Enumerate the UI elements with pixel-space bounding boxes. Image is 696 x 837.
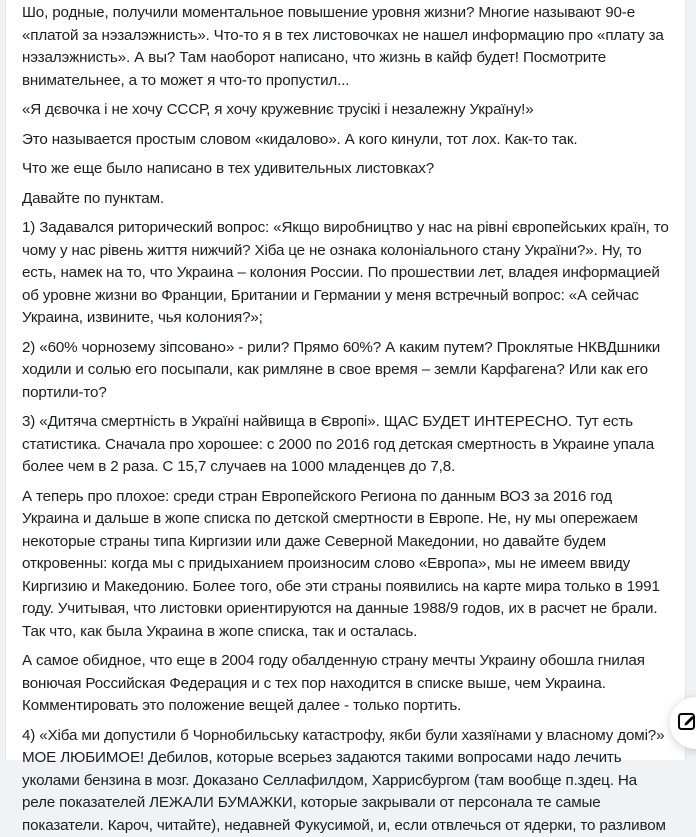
post-paragraph-6: 2) «60% чорнозему зіпсовано» - рили? Прямо 60%? А каким путем? Проклятые НКВДшники ходили и солью его посыпали, как римляне в свое время – земли Карфагена? Или как его портили-то?	[22, 337, 669, 405]
post-paragraph-0: Шо, родные, получили моментальное повышение уровня жизни? Многие называют 90-е «платой за нэзалэжнисть». Что-то я в тех листовочках не нашел информацию про «плату за нэзалэжнисть». А вы? Там наоборот написано, что жизнь в кайф будет! Посмотрите внимательнее, а то может я что-то пропустил...	[22, 2, 669, 92]
post-paragraph-5: 1) Задавался риторический вопрос: «Якщо виробництво у нас на рівні європейських країн, то чому у нас рівень життя нижчий? Хіба це не ознака колоніального стану України?». Ну, то есть, намек на то, что Украина – колония России. По прошествии лет, владея информацией об уровне жизни во Франции, Британии и Германии у меня встречный вопрос: «А сейчас Украина, извините, чья колония?»;	[22, 217, 669, 330]
post-paragraph-1: «Я дєвочка і не хочу СССР, я хочу кружевниє трусікі і незалежну Україну!»	[22, 99, 669, 122]
post-text	[6, 2, 685, 837]
post-paragraph-9: А самое обидное, что еще в 2004 году обалденную страну мечты Украину обошла гнилая вонючая Российская Федерация и с тех пор находится в списке выше, чем Украина. Комментировать это положение вещей далее - только портить.	[22, 650, 669, 718]
post-paragraph-10: 4) «Хіба ми допустили б Чорнобильську катастрофу, якби були хазяїнами у власному домі?» МОЕ ЛЮБИМОЕ! Дебилов, которые всерьез задаются такими вопросами надо лечить уколами бензина в мозг. Доказано Селлафилдом, Харрисбургом (там вообще п.здец. На реле показателей ЛЕЖАЛИ БУМАЖКИ, которые закрывали от персонала те самые показатели. Кароч, читайте), недавней Фукусимой, и, если отвлечься от ядерки, то разливом	[22, 725, 669, 837]
post-paragraph-4: Давайте по пунктам.	[22, 188, 669, 211]
post-paragraph-8: А теперь про плохое: среди стран Европейского Региона по данным ВОЗ за 2016 год Украина и дальше в жопе списка по детской смертности в Европе. Не, ну мы опережаем некоторые страны типа Киргизии или даже Северной Македонии, но давайте будем откровенны: когда мы с придыханием произносим слово «Европа», мы не имеем ввиду Киргизию и Македонию. Более того, обе эти страны появились на карте мира только в 1991 году. Учитывая, что листовки ориентируются на данные 1988/9 годов, их в расчет не брали. Так что, как была Украина в жопе списка, так и осталась.	[22, 486, 669, 644]
post-paragraph-2: Это называется простым словом «кидалово». А кого кинули, тот лох. Как-то так.	[22, 129, 669, 152]
post-card	[5, 0, 686, 760]
post-paragraph-7: 3) «Дитяча смертність в Україні найвища в Європі». ЩАС БУДЕТ ИНТЕРЕСНО. Тут есть статистика. Сначала про хорошее: с 2000 по 2016 год детская смертность в Украине упала более чем в 2 раза. С 15,7 случаев на 1000 младенцев до 7,8.	[22, 411, 669, 479]
post-paragraph-3: Что же еще было написано в тех удивительных листовках?	[22, 158, 669, 181]
